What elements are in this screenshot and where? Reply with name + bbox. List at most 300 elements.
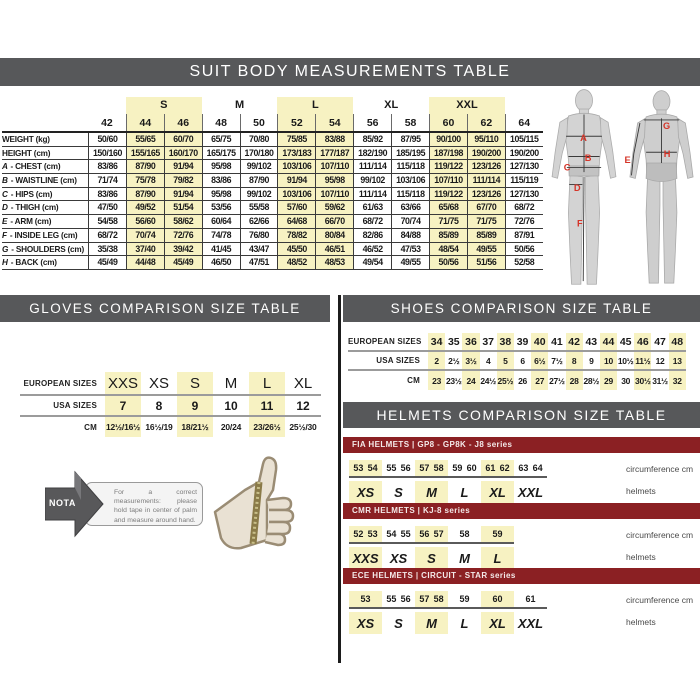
suit-group-cell: M (235, 99, 245, 111)
circumference-group (415, 526, 448, 542)
circumference-value: 57 (419, 463, 430, 473)
helmet-size-cell: L (481, 547, 514, 569)
suit-value-cell: 35/38 (88, 243, 126, 256)
size-value-cell: 5 (497, 352, 514, 369)
panel-divider (338, 295, 341, 663)
size-value-cell: 39 (516, 335, 529, 348)
body-back-figure (623, 88, 700, 292)
size-value-cell: 4 (485, 355, 491, 366)
suit-value-cell: 47/50 (88, 201, 126, 214)
size-value-cell: 12½/16½ (105, 417, 141, 437)
circumference-value: 59 (459, 594, 470, 604)
suit-value-cell: 46/50 (202, 256, 240, 269)
circumference-value: 64 (532, 463, 543, 473)
suit-row-label-text: - CHEST (cm) (10, 162, 61, 172)
suit-value-cell: 51/54 (164, 201, 202, 214)
size-value-cell: 35 (447, 335, 460, 348)
suit-value-cell: 85/92 (353, 133, 391, 146)
suit-row-label (2, 256, 88, 269)
suit-value-cell: 75/78 (126, 174, 164, 187)
circumference-value: 56 (419, 529, 430, 539)
helmet-size-cell: XL (481, 612, 514, 634)
circumference-value: 54 (386, 529, 397, 539)
circumference-value: 62 (499, 463, 510, 473)
circumference-value: 54 (367, 463, 378, 473)
helmet-series-block (343, 568, 700, 634)
series-title-bar (343, 568, 700, 584)
size-value-cell: L (249, 372, 285, 394)
suit-value-cell: 103/106 (391, 174, 429, 187)
helmet-size-cell: M (415, 612, 448, 634)
back-label-H: H (663, 148, 671, 159)
circumference-value: 60 (492, 594, 503, 604)
circumference-group (415, 460, 448, 476)
suit-value-cell: 95/98 (315, 174, 353, 187)
size-value-cell: 47 (654, 335, 666, 348)
shoes-comparison-table (348, 333, 686, 390)
suit-value-cell: 49/52 (126, 201, 164, 214)
suit-row-label (2, 160, 88, 173)
suit-value-cell: 190/200 (505, 147, 543, 160)
suit-value-cell: 91/94 (277, 174, 315, 187)
suit-table-row (2, 243, 543, 257)
size-value-cell: 8 (566, 352, 583, 369)
size-value-cell: 41 (551, 335, 563, 348)
size-value-cell: 9 (589, 355, 594, 366)
suit-value-cell: 54/58 (88, 215, 126, 228)
suit-row-label-text: - BACK (cm) (10, 258, 57, 268)
helmets-label: helmets (626, 486, 656, 496)
size-value-cell: 40 (531, 333, 548, 350)
suit-row-label-text: - WAISTLINE (cm) (10, 176, 77, 186)
suit-size-cell: 60 (429, 114, 467, 131)
suit-value-cell: 185/195 (391, 147, 429, 160)
size-value-cell: 44 (600, 333, 617, 350)
size-value-cell: 9 (177, 396, 213, 415)
suit-value-cell: 67/70 (467, 201, 505, 214)
circumference-value: 59 (492, 529, 503, 539)
suit-value-cell: 57/60 (277, 201, 315, 214)
suit-value-cell: 127/130 (505, 160, 543, 173)
suit-value-cell: 72/76 (505, 215, 543, 228)
size-value-cell: 7 (105, 396, 141, 415)
suit-value-cell: 66/70 (315, 215, 353, 228)
circumference-value: 58 (433, 594, 444, 604)
thumbs-up-hand-icon (207, 452, 302, 562)
size-value-cell: 23½ (445, 375, 462, 386)
suit-value-cell: 48/53 (315, 256, 353, 269)
gloves-table-header (0, 295, 330, 322)
suit-group-cell: XXL (429, 97, 505, 114)
measurement-letter: G (2, 244, 11, 254)
circumference-row (349, 591, 547, 609)
suit-row-label-text: - HIPS (cm) (10, 189, 53, 199)
measurement-letter: H (2, 258, 10, 268)
size-value-cell: 43 (585, 335, 598, 348)
suit-row-label-text: HEIGHT (cm) (2, 148, 51, 158)
suit-value-cell: 60/64 (202, 215, 240, 228)
row-label: CM (84, 422, 97, 432)
suit-size-cell: 56 (353, 114, 391, 131)
suit-value-cell: 50/56 (505, 243, 543, 256)
size-value-cell: 24 (462, 371, 479, 390)
circumference-value: 58 (459, 529, 470, 539)
suit-table-row (2, 133, 543, 147)
suit-value-cell: 46/52 (353, 243, 391, 256)
suit-size-cell: 42 (101, 117, 113, 129)
suit-row-label-text: WEIGHT (kg) (2, 135, 50, 144)
suit-size-cell: 50 (240, 114, 278, 131)
helmet-size-cell: M (415, 481, 448, 503)
suit-value-cell: 37/40 (126, 243, 164, 256)
size-value-cell: 2½ (448, 355, 460, 366)
suit-value-cell: 79/82 (164, 174, 202, 187)
suit-value-cell: 87/90 (126, 160, 164, 173)
suit-value-cell: 99/102 (240, 160, 278, 173)
suit-value-cell: 71/74 (88, 174, 126, 187)
suit-measurement-rows (2, 133, 543, 270)
series-body (343, 453, 700, 503)
circumference-value: 59 (452, 463, 463, 473)
circumference-group (514, 591, 547, 607)
circumference-group (481, 526, 514, 542)
circumference-group (349, 526, 382, 542)
suit-table-title: SUIT BODY MEASUREMENTS TABLE (189, 63, 511, 80)
helmets-table-title: HELMETS COMPARISON SIZE TABLE (376, 407, 667, 423)
size-value-cell: 8 (155, 398, 163, 413)
helmet-size-cell: S (394, 484, 403, 500)
suit-value-cell: 83/86 (88, 188, 126, 201)
gloves-measure-note (45, 468, 325, 563)
series-title: ECE HELMETS | CIRCUIT - STAR series (352, 571, 516, 580)
size-value-cell: 28½ (583, 375, 600, 386)
suit-value-cell: 82/86 (353, 229, 391, 242)
circumference-group (514, 460, 547, 476)
helmet-size-cell: XS (389, 550, 408, 566)
suit-size-group-row (2, 97, 543, 114)
circumference-value: 61 (525, 594, 536, 604)
size-value-cell: 24½ (480, 375, 496, 386)
suit-value-cell: 50/60 (88, 133, 126, 146)
suit-value-cell: 49/54 (353, 256, 391, 269)
suit-group-cell (88, 97, 126, 114)
size-value-cell: 37 (482, 335, 494, 348)
suit-value-cell: 56/60 (126, 215, 164, 228)
helmets-label: helmets (626, 617, 656, 627)
circumference-value: 55 (400, 529, 411, 539)
suit-size-cell: 64 (505, 114, 543, 131)
suit-value-cell: 123/126 (467, 160, 505, 173)
size-value-cell: S (177, 372, 213, 394)
size-value-cell: 34 (428, 333, 445, 350)
suit-row-label (2, 229, 88, 242)
suit-value-cell: 49/55 (391, 256, 429, 269)
suit-value-cell: 150/160 (88, 147, 126, 160)
suit-value-cell: 39/42 (164, 243, 202, 256)
suit-row-label (2, 243, 88, 256)
size-value-cell: 12 (655, 355, 665, 366)
shoes-table-header (343, 295, 700, 322)
note-text: For a correct measurements: please hold tape in center of palm and measure around hand. (85, 482, 203, 526)
suit-value-cell: 83/88 (315, 133, 353, 146)
suit-size-cell: 62 (467, 114, 505, 131)
size-value-cell: 36 (462, 333, 479, 350)
measurement-letter: B (2, 176, 10, 186)
suit-value-cell: 85/89 (467, 229, 505, 242)
helmet-size-cell: XL (481, 481, 514, 503)
helmet-size-cell: S (415, 547, 448, 569)
size-value-cell: 18/21½ (177, 417, 213, 437)
suit-value-cell: 64/68 (277, 215, 315, 228)
circumference-label: circumference cm (626, 464, 694, 474)
series-title-bar (343, 503, 700, 519)
size-value-cell: 3½ (462, 352, 479, 369)
suit-value-cell: 48/52 (277, 256, 315, 269)
helmet-size-cell: XS (349, 612, 382, 634)
suit-value-cell: 59/62 (315, 201, 353, 214)
suit-table-row (2, 174, 543, 188)
size-value-cell: 48 (669, 333, 686, 350)
comparison-row (348, 352, 686, 371)
suit-value-cell: 58/62 (164, 215, 202, 228)
size-value-cell: 25½ (497, 371, 514, 390)
suit-value-cell: 107/110 (315, 160, 353, 173)
suit-value-cell: 123/126 (467, 188, 505, 201)
suit-value-cell: 84/88 (391, 229, 429, 242)
size-value-cell: 30 (621, 375, 631, 386)
measurement-letter: A (2, 162, 10, 172)
suit-value-cell: 46/51 (315, 243, 353, 256)
circumference-group (415, 591, 448, 607)
circumference-value: 61 (485, 463, 496, 473)
suit-value-cell: 103/106 (277, 188, 315, 201)
size-value-cell: 31½ (652, 375, 668, 386)
back-label-E: E (624, 155, 631, 166)
circumference-group (448, 526, 481, 542)
size-value-cell: 6½ (531, 352, 548, 369)
suit-value-cell: 70/80 (240, 133, 278, 146)
suit-value-cell: 61/63 (353, 201, 391, 214)
size-value-cell: 29 (600, 371, 617, 390)
suit-size-cell: 52 (277, 114, 315, 131)
suit-size-cell: 44 (126, 114, 164, 131)
suit-value-cell: 78/82 (277, 229, 315, 242)
suit-value-cell: 68/72 (505, 201, 543, 214)
circumference-value: 58 (433, 463, 444, 473)
suit-row-label-text: - ARM (cm) (10, 217, 52, 227)
comparison-row (20, 396, 321, 417)
suit-value-cell: 49/55 (467, 243, 505, 256)
helmet-size-cell: L (460, 615, 469, 631)
series-title: FIA HELMETS | GP8 - GP8K - J8 series (352, 440, 513, 449)
suit-row-label (2, 174, 88, 187)
suit-value-cell: 95/98 (202, 188, 240, 201)
suit-value-cell: 65/68 (429, 201, 467, 214)
size-value-cell: 20/24 (220, 422, 242, 432)
suit-value-cell: 70/74 (126, 229, 164, 242)
helmet-size-cell: XXL (517, 615, 544, 631)
suit-value-cell: 99/102 (240, 188, 278, 201)
suit-table-row (2, 201, 543, 215)
circumference-value: 57 (419, 594, 430, 604)
size-value-cell: 10½ (617, 355, 634, 366)
size-value-cell: 23/26½ (249, 417, 285, 437)
circumference-group (481, 460, 514, 476)
suit-value-cell: 75/85 (277, 133, 315, 146)
suit-value-cell: 95/110 (467, 133, 505, 146)
gloves-table-title: GLOVES COMPARISON SIZE TABLE (29, 301, 301, 316)
size-value-cell: 23 (428, 371, 445, 390)
measurement-letter: C (2, 189, 10, 199)
suit-value-cell: 50/56 (429, 256, 467, 269)
suit-table-row (2, 188, 543, 202)
suit-size-cell: 48 (202, 114, 240, 131)
measurement-letter: D (2, 203, 10, 213)
size-value-cell: 10 (600, 352, 617, 369)
suit-value-cell: 55/65 (126, 133, 164, 146)
suit-value-cell: 105/115 (505, 133, 543, 146)
series-title-bar (343, 437, 700, 453)
suit-value-cell: 47/51 (240, 256, 278, 269)
suit-value-cell: 103/106 (277, 160, 315, 173)
suit-value-cell: 90/100 (429, 133, 467, 146)
suit-value-cell: 45/49 (88, 256, 126, 269)
row-label: CM (407, 376, 420, 385)
suit-value-cell: 115/118 (391, 160, 429, 173)
size-value-cell: 25½/30 (289, 422, 317, 432)
series-body (343, 519, 700, 569)
circumference-group (349, 591, 382, 607)
size-value-cell: 7½ (551, 355, 563, 366)
helmets-label: helmets (626, 552, 656, 562)
front-label-B: B (584, 153, 592, 164)
suit-value-cell: 62/66 (240, 215, 278, 228)
size-value-cell: 2 (428, 352, 445, 369)
circumference-value: 55 (386, 594, 397, 604)
size-value-cell: 16½/19 (145, 422, 173, 432)
suit-row-label (2, 201, 88, 214)
circumference-value: 53 (367, 529, 378, 539)
suit-table-row (2, 215, 543, 229)
suit-value-cell: 71/75 (467, 215, 505, 228)
circumference-group (382, 460, 415, 476)
suit-value-cell: 71/75 (429, 215, 467, 228)
suit-value-cell: 182/190 (353, 147, 391, 160)
suit-value-cell: 119/122 (429, 188, 467, 201)
suit-table-row (2, 256, 543, 270)
size-value-cell: 27 (531, 371, 548, 390)
suit-row-label (2, 133, 88, 146)
suit-value-cell: 91/94 (164, 160, 202, 173)
suit-value-cell: 68/72 (88, 229, 126, 242)
size-value-cell: 28 (566, 371, 583, 390)
size-value-cell: XS (148, 374, 169, 392)
suit-value-cell: 65/75 (202, 133, 240, 146)
suit-size-cell: 46 (164, 114, 202, 131)
shoes-table-title: SHOES COMPARISON SIZE TABLE (390, 301, 653, 316)
size-value-cell: 12 (296, 398, 310, 413)
suit-value-cell: 91/94 (164, 188, 202, 201)
suit-row-label-text: - SHOULDERS (cm) (11, 244, 85, 254)
circumference-value: 63 (518, 463, 529, 473)
nota-label: NOTA (49, 498, 76, 508)
comparison-row (20, 372, 321, 396)
comparison-row (20, 417, 321, 437)
circumference-group (382, 591, 415, 607)
size-value-cell: 42 (566, 333, 583, 350)
helmet-sizes-row (349, 481, 547, 503)
suit-value-cell: 60/70 (164, 133, 202, 146)
helmet-sizes-row (349, 547, 514, 569)
suit-value-cell: 44/48 (126, 256, 164, 269)
suit-value-cell: 80/84 (315, 229, 353, 242)
suit-group-cell: L (277, 97, 353, 114)
suit-value-cell: 87/91 (505, 229, 543, 242)
suit-value-cell: 48/54 (429, 243, 467, 256)
size-value-cell: M (224, 374, 238, 392)
nota-arrow-icon (45, 470, 107, 538)
helmet-size-cell: XXS (349, 547, 382, 569)
suit-measurements-table (2, 97, 543, 270)
size-value-cell: 30½ (634, 371, 651, 390)
suit-value-cell: 83/86 (202, 174, 240, 187)
size-value-cell: 11 (249, 396, 285, 415)
comparison-row (348, 333, 686, 352)
suit-size-cell: 54 (315, 114, 353, 131)
suit-value-cell: 45/49 (164, 256, 202, 269)
front-label-C: C (563, 162, 571, 173)
helmet-sizes-row (349, 612, 547, 634)
suit-value-cell: 170/180 (240, 147, 278, 160)
front-label-D: D (573, 182, 581, 193)
size-value-cell: XXS (105, 372, 141, 394)
circumference-value: 55 (386, 463, 397, 473)
size-value-cell: 38 (497, 333, 514, 350)
suit-value-cell: 87/90 (126, 188, 164, 201)
suit-value-cell: 107/110 (315, 188, 353, 201)
suit-value-cell: 43/47 (240, 243, 278, 256)
row-label: USA SIZES (376, 356, 420, 365)
comparison-row (348, 371, 686, 390)
helmet-series-block (343, 503, 700, 569)
circumference-value: 53 (360, 594, 371, 604)
suit-value-cell: 99/102 (353, 174, 391, 187)
circumference-value: 57 (433, 529, 444, 539)
circumference-row (349, 526, 514, 544)
size-value-cell: XL (293, 374, 313, 392)
suit-value-cell: 190/200 (467, 147, 505, 160)
measurement-letter: F (2, 230, 9, 240)
suit-row-label (2, 215, 88, 228)
circumference-group (448, 460, 481, 476)
size-value-cell: 11½ (634, 352, 651, 369)
size-value-cell: 27½ (549, 375, 565, 386)
suit-value-cell: 45/50 (277, 243, 315, 256)
suit-value-cell: 63/66 (391, 201, 429, 214)
suit-table-row (2, 160, 543, 174)
suit-corner-cell (2, 97, 88, 114)
suit-value-cell: 41/45 (202, 243, 240, 256)
suit-value-cell: 87/90 (240, 174, 278, 187)
row-label: USA SIZES (53, 401, 97, 410)
suit-group-cell: S (126, 97, 202, 114)
front-label-F: F (576, 218, 583, 229)
size-value-cell: 46 (634, 333, 651, 350)
size-value-cell: 10 (224, 398, 238, 413)
suit-value-cell: 111/114 (353, 160, 391, 173)
suit-table-header (0, 58, 700, 86)
helmet-size-cell: XXL (517, 484, 544, 500)
